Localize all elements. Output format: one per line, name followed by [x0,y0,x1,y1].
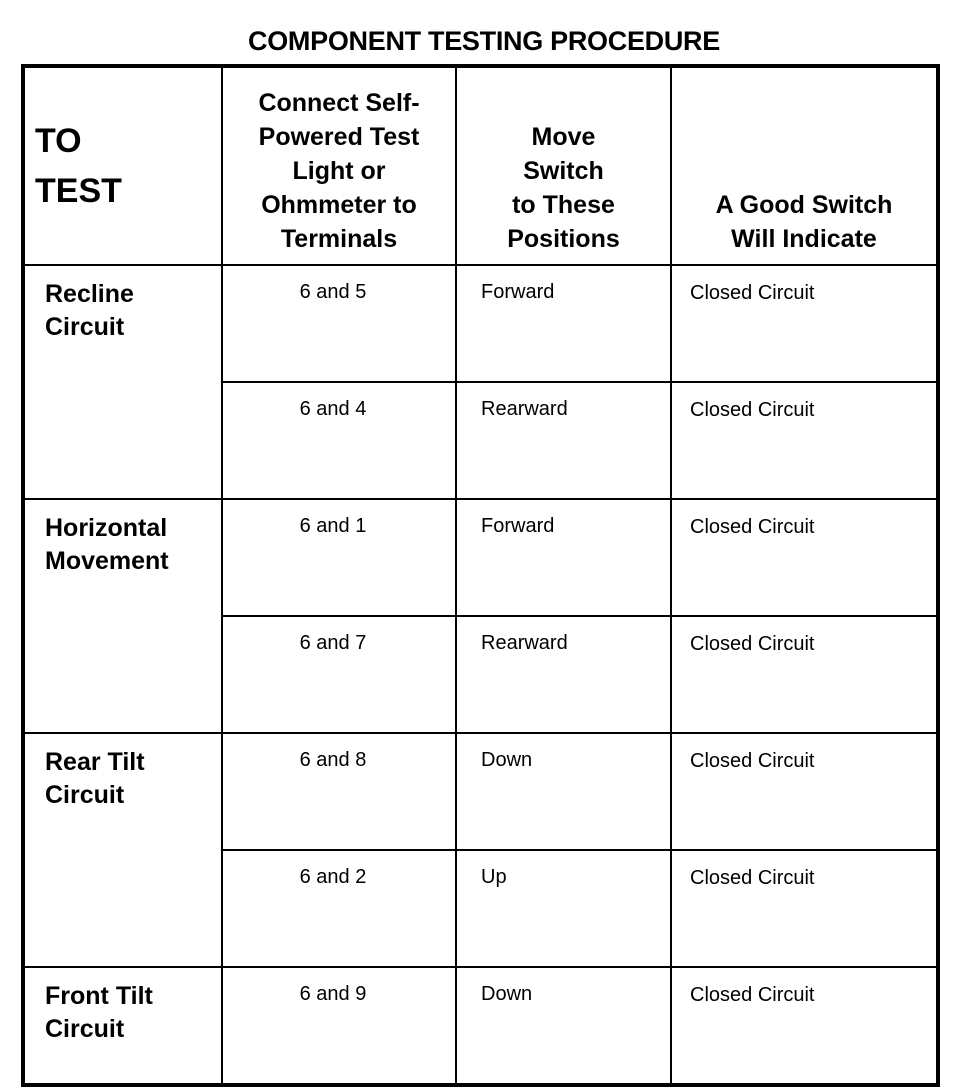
terminals-cell: 6 and 9 [222,967,456,1085]
header-to-test-label: TO TEST [35,122,122,210]
header-terminals-line: Ohmmeter to [261,191,417,219]
group-label-line: Circuit [45,1015,125,1043]
header-terminals-line: Terminals [280,225,398,253]
group-label-line: Circuit [45,313,125,341]
position-cell: Rearward [456,382,671,499]
table-row [23,733,938,850]
header-positions-line: Move [531,123,596,151]
group-label-recline [23,265,222,499]
header-positions-line: Positions [507,225,620,253]
position-cell: Down [456,733,671,850]
header-positions-line: to These [512,191,615,219]
header-terminals-line: Light or [292,157,386,185]
terminals-cell: 6 and 7 [222,616,456,733]
header-indication [671,66,938,265]
header-terminals-line: Powered Test [258,123,420,151]
component-testing-table [21,64,940,1087]
header-indication-line: A Good Switch [715,191,893,219]
page-title: COMPONENT TESTING PROCEDURE [248,26,720,56]
header-terminals-line: Connect Self- [258,89,420,117]
group-label-line: Movement [45,547,169,575]
header-indication-line: Will Indicate [731,225,877,253]
group-label-line: Horizontal [45,514,168,542]
table-row [23,265,938,382]
terminals-cell: 6 and 8 [222,733,456,850]
header-row [23,66,938,265]
position-cell: Rearward [456,616,671,733]
terminals-cell: 6 and 1 [222,499,456,616]
group-label-front-tilt [23,967,222,1085]
position-cell: Up [456,850,671,967]
group-label-horizontal [23,499,222,733]
group-label-line: Rear Tilt [45,748,145,776]
indication-cell: Closed Circuit [671,499,938,616]
table-row [23,499,938,616]
position-cell: Forward [456,499,671,616]
group-label-line: Recline [45,280,134,308]
indication-cell: Closed Circuit [671,382,938,499]
group-label-line: Front Tilt [45,982,153,1010]
table-row [23,967,938,1085]
position-cell: Forward [456,265,671,382]
indication-cell: Closed Circuit [671,733,938,850]
group-label-rear-tilt [23,733,222,967]
header-terminals [222,66,456,265]
terminals-cell: 6 and 5 [222,265,456,382]
terminals-cell: 6 and 4 [222,382,456,499]
header-to-test [23,66,222,265]
indication-cell: Closed Circuit [671,967,938,1085]
indication-cell: Closed Circuit [671,616,938,733]
indication-cell: Closed Circuit [671,850,938,967]
header-positions-line: Switch [523,157,604,185]
indication-cell: Closed Circuit [671,265,938,382]
header-positions [456,66,671,265]
terminals-cell: 6 and 2 [222,850,456,967]
position-cell: Down [456,967,671,1085]
group-label-line: Circuit [45,781,125,809]
